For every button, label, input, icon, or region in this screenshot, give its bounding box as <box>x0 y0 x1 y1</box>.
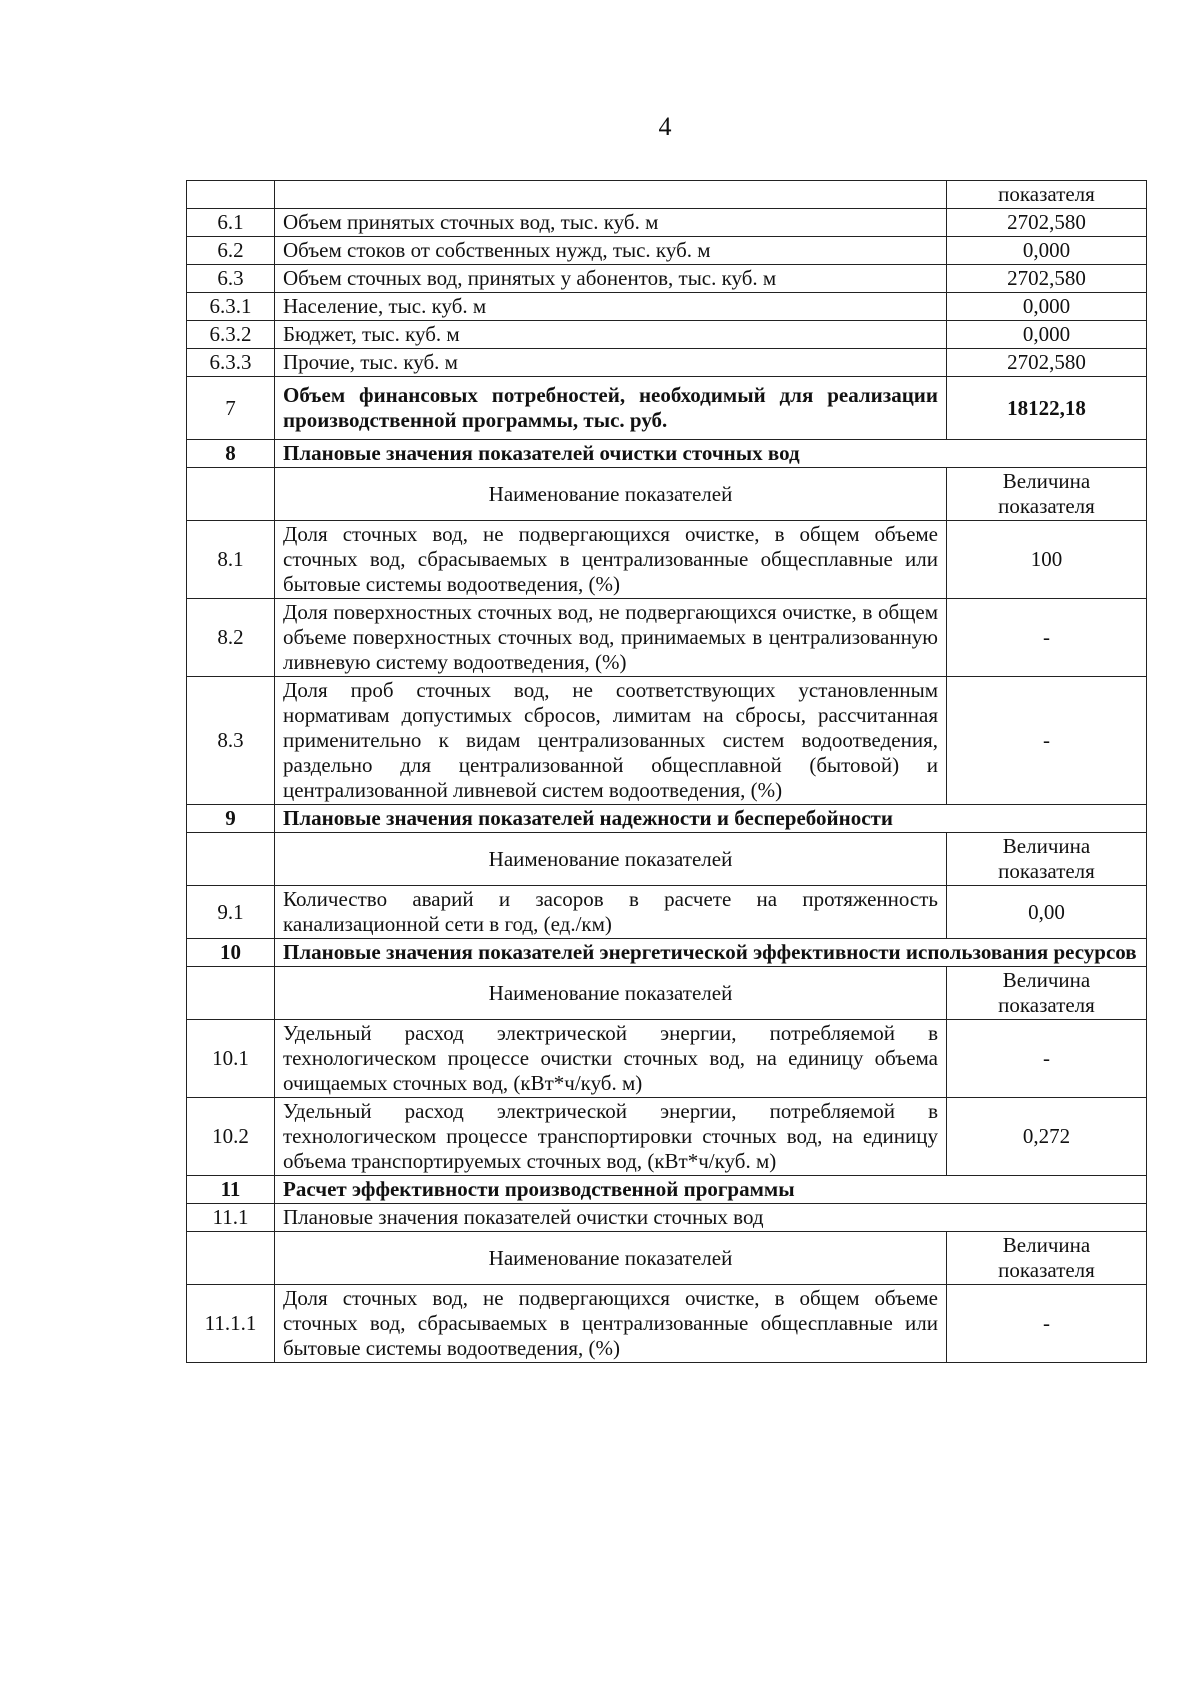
cell-num <box>187 468 275 521</box>
cell-num: 10.2 <box>187 1098 275 1176</box>
cell-text: Доля сточных вод, не подвергающихся очистке, в общем объеме сточных вод, сбрасываемых в централизованные общесплавные или бытовые системы водоотведения, (%) <box>275 1285 947 1363</box>
cell-text: Объем сточных вод, принятых у абонентов, тыс. куб. м <box>275 265 947 293</box>
header-value: Величина показателя <box>947 1232 1147 1285</box>
cell-value: 0,000 <box>947 237 1147 265</box>
table-row <box>187 321 1147 349</box>
cell-text: Количество аварий и засоров в расчете на протяженность канализационной сети в год, (ед./км) <box>275 886 947 939</box>
subheader-row <box>187 468 1147 521</box>
cell-value: 2702,580 <box>947 349 1147 377</box>
header-name: Наименование показателей <box>275 468 947 521</box>
cell-num: 8 <box>187 440 275 468</box>
cell-num: 10 <box>187 939 275 967</box>
section-row <box>187 805 1147 833</box>
table-row <box>187 237 1147 265</box>
table-row <box>187 1020 1147 1098</box>
header-name: Наименование показателей <box>275 967 947 1020</box>
subsection-row <box>187 1204 1147 1232</box>
header-value: Величина показателя <box>947 468 1147 521</box>
cell-text <box>275 181 947 209</box>
subheader-row <box>187 1232 1147 1285</box>
section-row <box>187 939 1147 967</box>
header-value: Величина показателя <box>947 833 1147 886</box>
cell-value: 2702,580 <box>947 265 1147 293</box>
table-row <box>187 1285 1147 1363</box>
cell-text: Объем принятых сточных вод, тыс. куб. м <box>275 209 947 237</box>
cell-text: Бюджет, тыс. куб. м <box>275 321 947 349</box>
cell-value: 100 <box>947 521 1147 599</box>
cell-num: 6.3.2 <box>187 321 275 349</box>
table-row <box>187 209 1147 237</box>
subheader-row <box>187 833 1147 886</box>
cell-num: 11.1.1 <box>187 1285 275 1363</box>
cell-num: 9.1 <box>187 886 275 939</box>
cell-text: Доля поверхностных сточных вод, не подвергающихся очистке, в общем объеме поверхностных сточных вод, принимаемых в централизованную ливневую систему водоотведения, (%) <box>275 599 947 677</box>
section-row <box>187 440 1147 468</box>
cell-text: Объем стоков от собственных нужд, тыс. куб. м <box>275 237 947 265</box>
section-title: Плановые значения показателей энергетической эффективности использования ресурсов <box>275 939 1147 967</box>
cell-num: 6.3.3 <box>187 349 275 377</box>
cell-num: 6.1 <box>187 209 275 237</box>
cell-value: - <box>947 1285 1147 1363</box>
cell-num <box>187 833 275 886</box>
cell-value: 0,00 <box>947 886 1147 939</box>
cell-num: 7 <box>187 377 275 440</box>
cell-num: 10.1 <box>187 1020 275 1098</box>
table-row <box>187 886 1147 939</box>
table-row <box>187 677 1147 805</box>
table-row <box>187 377 1147 440</box>
cell-text: Доля сточных вод, не подвергающихся очистке, в общем объеме сточных вод, сбрасываемых в централизованные общесплавные или бытовые системы водоотведения, (%) <box>275 521 947 599</box>
cell-value: - <box>947 1020 1147 1098</box>
header-value: Величина показателя <box>947 967 1147 1020</box>
cell-num <box>187 181 275 209</box>
table-row <box>187 521 1147 599</box>
cell-num <box>187 967 275 1020</box>
cell-value: 0,000 <box>947 321 1147 349</box>
cell-num: 8.1 <box>187 521 275 599</box>
subsection-title: Плановые значения показателей очистки сточных вод <box>275 1204 1147 1232</box>
table-row <box>187 349 1147 377</box>
cell-value: показателя <box>947 181 1147 209</box>
cell-value: - <box>947 677 1147 805</box>
program-table <box>186 180 1147 1363</box>
cell-num: 11 <box>187 1176 275 1204</box>
header-name: Наименование показателей <box>275 1232 947 1285</box>
cell-num <box>187 1232 275 1285</box>
section-title: Плановые значения показателей очистки сточных вод <box>275 440 1147 468</box>
cell-num: 9 <box>187 805 275 833</box>
table-row <box>187 599 1147 677</box>
table-row <box>187 265 1147 293</box>
cell-value: 0,000 <box>947 293 1147 321</box>
cell-text: Удельный расход электрической энергии, потребляемой в технологическом процессе транспортировки сточных вод, на единицу объема транспортируемых сточных вод, (кВт*ч/куб. м) <box>275 1098 947 1176</box>
subheader-row <box>187 967 1147 1020</box>
cell-value: 18122,18 <box>947 377 1147 440</box>
cell-num: 6.2 <box>187 237 275 265</box>
cell-num: 11.1 <box>187 1204 275 1232</box>
section-title: Расчет эффективности производственной программы <box>275 1176 1147 1204</box>
cell-num: 6.3.1 <box>187 293 275 321</box>
table-row <box>187 181 1147 209</box>
header-name: Наименование показателей <box>275 833 947 886</box>
cell-value: 2702,580 <box>947 209 1147 237</box>
cell-num: 8.2 <box>187 599 275 677</box>
section-row <box>187 1176 1147 1204</box>
table-row <box>187 293 1147 321</box>
cell-text: Прочие, тыс. куб. м <box>275 349 947 377</box>
cell-text: Население, тыс. куб. м <box>275 293 947 321</box>
cell-num: 8.3 <box>187 677 275 805</box>
table-row <box>187 1098 1147 1176</box>
section-title: Плановые значения показателей надежности и бесперебойности <box>275 805 1147 833</box>
cell-text: Доля проб сточных вод, не соответствующих установленным нормативам допустимых сбросов, лимитам на сбросы, рассчитанная применительно к видам централизованных систем водоотведения, раздельно для централизованной общесплавной (бытовой) и централизованной ливневой систем водоотведения, (%) <box>275 677 947 805</box>
cell-num: 6.3 <box>187 265 275 293</box>
cell-text: Удельный расход электрической энергии, потребляемой в технологическом процессе очистки сточных вод, на единицу объема очищаемых сточных вод, (кВт*ч/куб. м) <box>275 1020 947 1098</box>
cell-value: - <box>947 599 1147 677</box>
cell-text: Объем финансовых потребностей, необходимый для реализации производственной программы, тыс. руб. <box>275 377 947 440</box>
page-number: 4 <box>658 112 672 141</box>
cell-value: 0,272 <box>947 1098 1147 1176</box>
